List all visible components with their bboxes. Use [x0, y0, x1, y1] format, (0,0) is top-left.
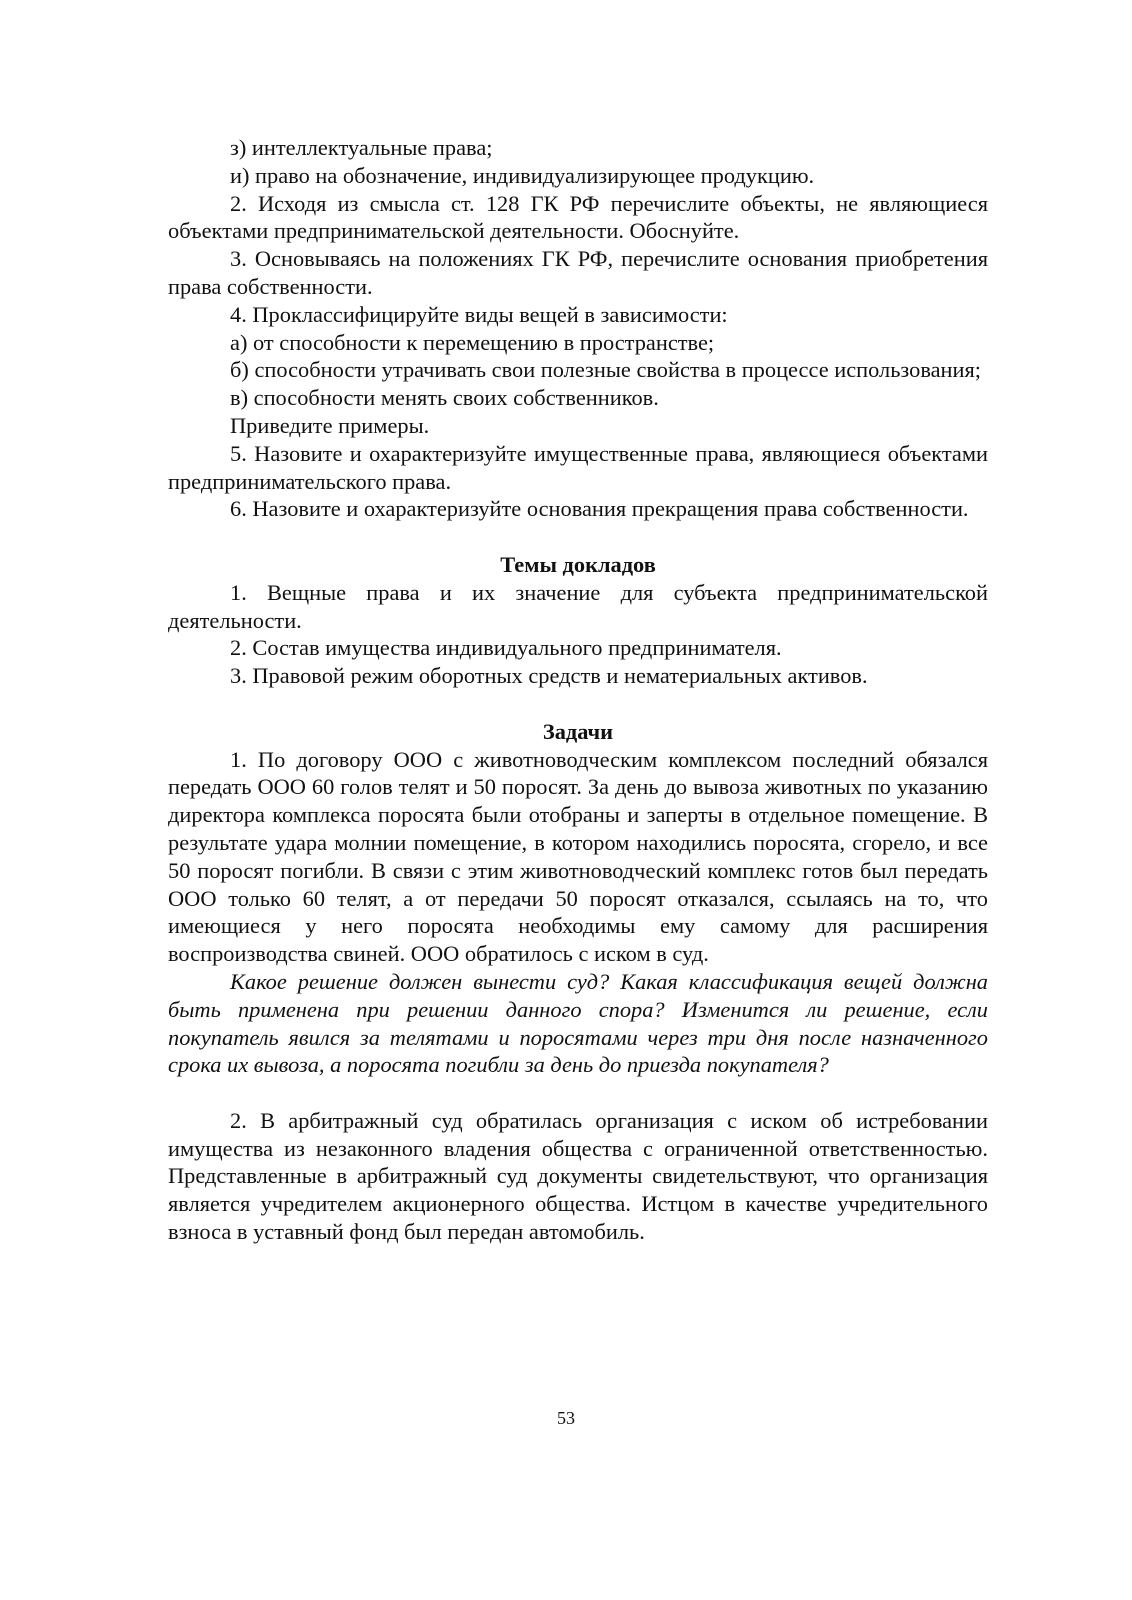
- report-topic: 1. Вещные права и их значение для субъекта предпринимательской деятельности.: [168, 579, 988, 633]
- question-subitem: а) от способности к перемещению в пространстве;: [230, 329, 715, 355]
- question-subitem: б) способности утрачивать свои полезные свойства в процессе использования;: [230, 357, 982, 383]
- question-item: 3. Основываясь на положениях ГК РФ, перечислите основания приобретения права собственности.: [168, 246, 988, 299]
- document-page: [168, 134, 988, 1246]
- list-item: з) интеллектуальные права;: [230, 135, 493, 160]
- task-1-question: Какое решение должен вынести суд? Какая классификация вещей должна быть применена при решении данного спора? Изменится ли решение, если покупатель явился за телятами и поросятами через три дня после назначенного срока их вывоза, а поросята погибли за день до приезда покупателя?: [168, 968, 988, 1078]
- question-item: 2. Исходя из смысла ст. 128 ГК РФ перечислите объекты, не являющиеся объектами предпринимательской деятельности. Обоснуйте.: [168, 190, 988, 244]
- spacer: [168, 523, 988, 551]
- question-note: Приведите примеры.: [230, 412, 430, 438]
- list-item: и) право на обозначение, индивидуализирующее продукцию.: [230, 162, 815, 188]
- question-item: 5. Назовите и охарактеризуйте имущественные права, являющиеся объектами предпринимательского права.: [168, 440, 988, 494]
- tasks-heading: Задачи: [542, 718, 614, 744]
- task-1-text: 1. По договору ООО с животноводческим комплексом последний обязался передать ООО 60 голов телят и 50 поросят. За день до вывоза животных по указанию директора комплекса поросята были отобраны и заперты в отдельное помещение. В результате удара молнии помещение, в котором находились поросята, сгорело, и все 50 поросят погибли. В связи с этим животноводческий комплекс готов был передать ООО только 60 телят, а от передачи 50 поросят отказался, ссылаясь на то, что имеющиеся у него поросята необходимы ему самому для расширения воспроизводства свиней. ООО обратилось с иском в суд.: [168, 746, 988, 967]
- question-subitem: в) способности менять своих собственников.: [230, 385, 659, 411]
- spacer: [168, 690, 988, 718]
- report-topic: 2. Состав имущества индивидуального предпринимателя.: [230, 635, 782, 661]
- report-topic: 3. Правовой режим оборотных средств и нематериальных активов.: [230, 663, 868, 689]
- task-2-text: 2. В арбитражный суд обратилась организация с иском об истребовании имущества из незаконного владения общества с ограниченной ответственностью. Представленные в арбитражный суд документы свидетельствуют, что организация является учредителем акционерного общества. Истцом в качестве учредительного взноса в уставный фонд был передан автомобиль.: [168, 1107, 988, 1245]
- page-number: 53: [557, 1408, 575, 1428]
- question-item: 4. Проклассифицируйте виды вещей в зависимости:: [230, 301, 728, 327]
- question-item: 6. Назовите и охарактеризуйте основания прекращения права собственности.: [230, 496, 969, 522]
- reports-heading: Темы докладов: [500, 551, 656, 577]
- spacer: [168, 1079, 988, 1107]
